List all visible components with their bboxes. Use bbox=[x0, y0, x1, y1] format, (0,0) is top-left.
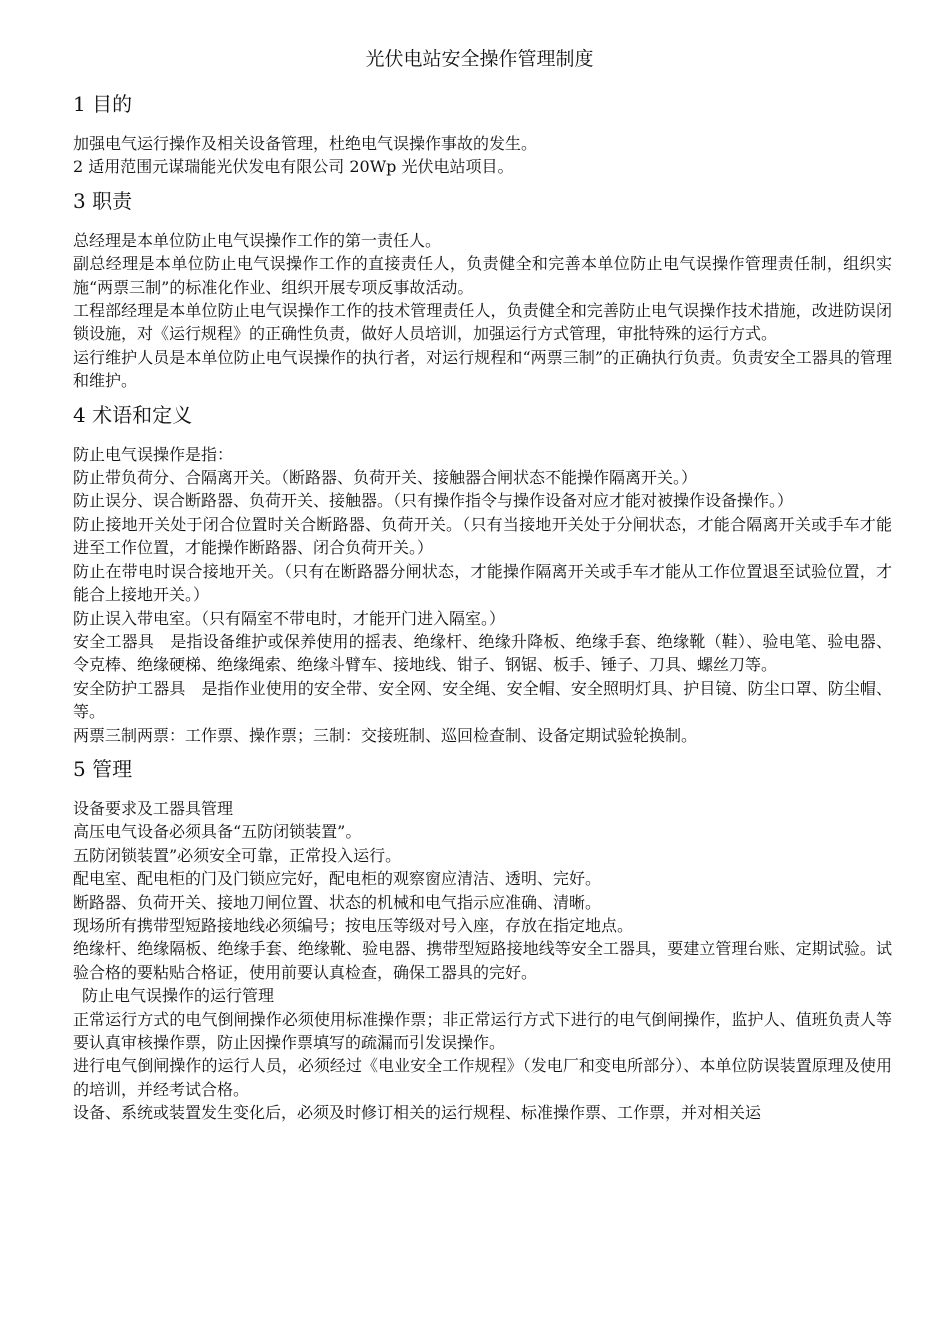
paragraph: 五防闭锁装置”必须安全可靠，正常投入运行。 bbox=[73, 845, 402, 865]
paragraph: 现场所有携带型短路接地线必须编号；按电压等级对号入座，存放在指定地点。 bbox=[73, 915, 634, 935]
paragraph: 总经理是本单位防止电气误操作工作的第一责任人。 bbox=[73, 230, 442, 250]
document-title: 光伏电站安全操作管理制度 bbox=[365, 48, 594, 70]
paragraph: 防止带负荷分、合隔离开关。（断路器、负荷开关、接触器合闸状态不能操作隔离开关。） bbox=[73, 468, 698, 488]
subsection-heading: 防止电气误操作的运行管理 bbox=[82, 986, 275, 1006]
paragraph: 断路器、负荷开关、接地刀闸位置、状态的机械和电气指示应准确、清晰。 bbox=[73, 892, 602, 912]
paragraph: 运行维护人员是本单位防止电气误操作的执行者，对运行规程和“两票三制”的正确执行负责。负责安全工器具的管理和维护。 bbox=[73, 347, 892, 391]
paragraph: 防止电气误操作是指： bbox=[73, 444, 234, 464]
paragraph: 进行电气倒闸操作的运行人员，必须经过《电业安全工作规程》（发电厂和变电所部分）、本单位防误装置原理及使用的培训，并经考试合格。 bbox=[73, 1056, 892, 1099]
paragraph: 工程部经理是本单位防止电气误操作工作的技术管理责任人，负责健全和完善防止电气误操作技术措施，改进防误闭锁设施，对《运行规程》的正确性负责，做好人员培训，加强运行方式管理，审批特殊的运行方式。 bbox=[73, 301, 892, 344]
paragraph: 设备要求及工器具管理 bbox=[73, 798, 234, 818]
paragraph: 防止误分、误合断路器、负荷开关、接触器。（只有操作指令与操作设备对应才能对被操作设备操作。） bbox=[73, 491, 794, 511]
section-heading-management: 5 管理 bbox=[73, 756, 133, 781]
paragraph: 设备、系统或装置发生变化后，必须及时修订相关的运行规程、标准操作票、工作票，并对相关运 bbox=[73, 1103, 762, 1123]
section-heading-responsibilities: 3 职责 bbox=[73, 188, 133, 213]
paragraph: 副总经理是本单位防止电气误操作工作的直接责任人，负责健全和完善本单位防止电气误操作管理责任制，组织实施“两票三制”的标准化作业、组织开展专项反事故活动。 bbox=[73, 254, 892, 297]
paragraph: 防止误入带电室。（只有隔室不带电时，才能开门进入隔室。） bbox=[73, 608, 506, 628]
paragraph: 安全防护工器具 是指作业使用的安全带、安全网、安全绳、安全帽、安全照明灯具、护目镜、防尘口罩、防尘帽、等。 bbox=[73, 678, 892, 722]
paragraph: 防止在带电时误合接地开关。（只有在断路器分闸状态，才能操作隔离开关或手车才能从工作位置退至试验位置，才能合上接地开关。） bbox=[73, 561, 892, 605]
paragraph: 2 适用范围元谋瑞能光伏发电有限公司 20Wp 光伏电站项目。 bbox=[73, 157, 514, 177]
paragraph: 防止接地开关处于闭合位置时关合断路器、负荷开关。（只有当接地开关处于分闸状态，才能合隔离开关或手车才能进至工作位置，才能操作断路器、闭合负荷开关。） bbox=[73, 514, 892, 558]
paragraph: 加强电气运行操作及相关设备管理，杜绝电气误操作事故的发生。 bbox=[73, 134, 538, 153]
paragraph: 正常运行方式的电气倒闸操作必须使用标准操作票；非正常运行方式下进行的电气倒闸操作，监护人、值班负责人等要认真审核操作票，防止因操作票填写的疏漏而引发误操作。 bbox=[73, 1009, 892, 1052]
paragraph: 两票三制两票：工作票、操作票；三制：交接班制、巡回检查制、设备定期试验轮换制。 bbox=[73, 725, 698, 745]
paragraph: 高压电气设备必须具备“五防闭锁装置”。 bbox=[73, 822, 362, 842]
section-heading-purpose: 1 目的 bbox=[73, 92, 133, 116]
section-heading-definitions: 4 术语和定义 bbox=[73, 402, 193, 427]
paragraph: 绝缘杆、绝缘隔板、绝缘手套、绝缘靴、验电器、携带型短路接地线等安全工器具，要建立管理台账、定期试验。试验合格的要粘贴合格证，使用前要认真检查，确保工器具的完好。 bbox=[73, 939, 892, 982]
paragraph: 配电室、配电柜的门及门锁应完好，配电柜的观察窗应清洁、透明、完好。 bbox=[73, 869, 602, 889]
paragraph: 安全工器具 是指设备维护或保养使用的摇表、绝缘杆、绝缘升降板、绝缘手套、绝缘靴（鞋）、验电笔、验电器、令克棒、绝缘硬梯、绝缘绳索、绝缘斗臂车、接地线、钳子、钢锯、板手、锤子、刀具、螺丝刀等。 bbox=[73, 631, 892, 675]
